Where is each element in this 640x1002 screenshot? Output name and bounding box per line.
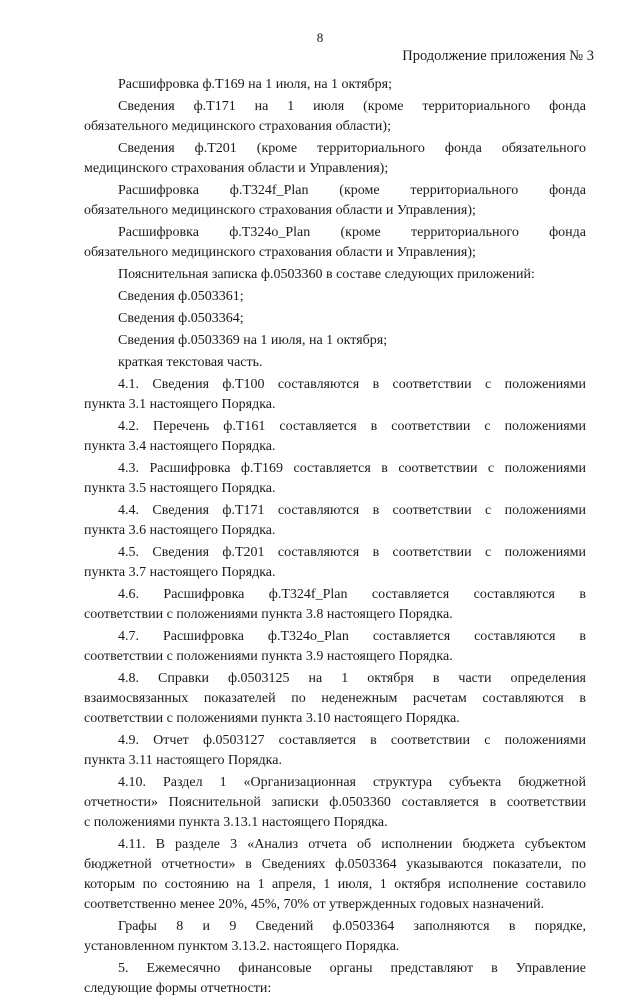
text-line: соответствии с положениями пункта 3.10 настоящего Порядка. <box>84 711 460 726</box>
text-line: пункта 3.4 настоящего Порядка. <box>84 439 276 454</box>
text-line: 4.3. Расшифровка ф.Т169 составляется в соответствии с положениями <box>118 461 586 476</box>
text-line: соответствии с положениями пункта 3.9 настоящего Порядка. <box>84 649 453 664</box>
paragraph <box>84 376 586 416</box>
text-line: 5. Ежемесячно финансовые органы представляют в Управление <box>118 961 586 976</box>
paragraph <box>84 836 586 916</box>
text-line: Сведения ф.0503364; <box>118 311 244 326</box>
text-line: медицинского страхования области и Управления); <box>84 161 389 176</box>
paragraph <box>84 182 586 222</box>
paragraph <box>84 732 586 772</box>
text-line: с положениями пункта 3.13.1 настоящего Порядка. <box>84 815 388 830</box>
paragraph <box>84 586 586 626</box>
paragraph <box>84 332 586 352</box>
continuation-header: Продолжение приложения № 3 <box>402 48 594 64</box>
paragraph <box>84 224 586 264</box>
text-line: пункта 3.6 настоящего Порядка. <box>84 523 276 538</box>
text-line: 4.5. Сведения ф.Т201 составляются в соответствии с положениями <box>118 545 586 560</box>
text-line: установленном пунктом 3.13.2. настоящего Порядка. <box>84 939 400 954</box>
paragraph <box>84 460 586 500</box>
text-line: отчетности» Пояснительной записки ф.0503360 составляется в соответствии <box>84 795 586 810</box>
text-line: Сведения ф.0503369 на 1 июля, на 1 октября; <box>118 333 388 348</box>
text-line: 4.11. В разделе 3 «Анализ отчета об исполнении бюджета субъектом <box>118 837 586 852</box>
text-line: пункта 3.1 настоящего Порядка. <box>84 397 276 412</box>
page-number: 8 <box>316 30 324 45</box>
text-line: Сведения ф.Т171 на 1 июля (кроме территориального фонда <box>118 99 586 114</box>
paragraph <box>84 288 586 308</box>
text-line: Расшифровка ф.Т324o_Plan (кроме территориального фонда <box>118 225 586 240</box>
text-line: которым по состоянию на 1 апреля, 1 июля, 1 октября исполнение составило <box>84 877 586 892</box>
text-line: бюджетной отчетности» в Сведениях ф.0503364 указываются показатели, по <box>84 857 586 872</box>
text-line: Сведения ф.Т201 (кроме территориального фонда обязательного <box>118 141 586 156</box>
paragraph <box>84 960 586 1000</box>
paragraph <box>84 354 586 374</box>
text-line: краткая текстовая часть. <box>118 355 263 370</box>
paragraph <box>84 266 586 286</box>
text-line: Сведения ф.0503361; <box>118 289 244 304</box>
paragraph <box>84 76 586 96</box>
text-line: обязательного медицинского страхования области и Управления); <box>84 203 476 218</box>
paragraph <box>84 628 586 668</box>
text-line: пункта 3.5 настоящего Порядка. <box>84 481 276 496</box>
text-line: пункта 3.7 настоящего Порядка. <box>84 565 276 580</box>
paragraph <box>84 918 586 958</box>
text-line: Расшифровка ф.Т169 на 1 июля, на 1 октября; <box>118 77 392 92</box>
text-line: пункта 3.11 настоящего Порядка. <box>84 753 282 768</box>
text-line: Расшифровка ф.Т324f_Plan (кроме территориального фонда <box>118 183 586 198</box>
text-line: 4.7. Расшифровка ф.Т324o_Plan составляется составляются в <box>118 629 586 644</box>
text-line: следующие формы отчетности: <box>84 981 272 996</box>
text-line: 4.1. Сведения ф.Т100 составляются в соответствии с положениями <box>118 377 586 392</box>
text-line: обязательного медицинского страхования области и Управления); <box>84 245 476 260</box>
document-body <box>84 76 586 1002</box>
text-line: 4.4. Сведения ф.Т171 составляются в соответствии с положениями <box>118 503 586 518</box>
paragraph <box>84 310 586 330</box>
text-line: 4.9. Отчет ф.0503127 составляется в соответствии с положениями <box>118 733 586 748</box>
text-line: 4.8. Справки ф.0503125 на 1 октября в части определения <box>118 671 586 686</box>
text-line: 4.10. Раздел 1 «Организационная структура субъекта бюджетной <box>118 775 586 790</box>
paragraph <box>84 418 586 458</box>
text-line: соответствии с положениями пункта 3.8 настоящего Порядка. <box>84 607 453 622</box>
paragraph <box>84 670 586 730</box>
text-line: Пояснительная записка ф.0503360 в составе следующих приложений: <box>118 267 535 282</box>
text-line: взаимосвязанных показателей по неденежным расчетам составляются в <box>84 691 586 706</box>
text-line: соответственно менее 20%, 45%, 70% от утвержденных годовых назначений. <box>84 897 545 912</box>
text-line: 4.6. Расшифровка ф.Т324f_Plan составляется составляются в <box>118 587 586 602</box>
text-line: Графы 8 и 9 Сведений ф.0503364 заполняются в порядке, <box>118 919 586 934</box>
paragraph <box>84 140 586 180</box>
paragraph <box>84 544 586 584</box>
paragraph <box>84 774 586 834</box>
text-line: 4.2. Перечень ф.Т161 составляется в соответствии с положениями <box>118 419 586 434</box>
text-line: обязательного медицинского страхования области); <box>84 119 391 134</box>
paragraph <box>84 502 586 542</box>
paragraph <box>84 98 586 138</box>
